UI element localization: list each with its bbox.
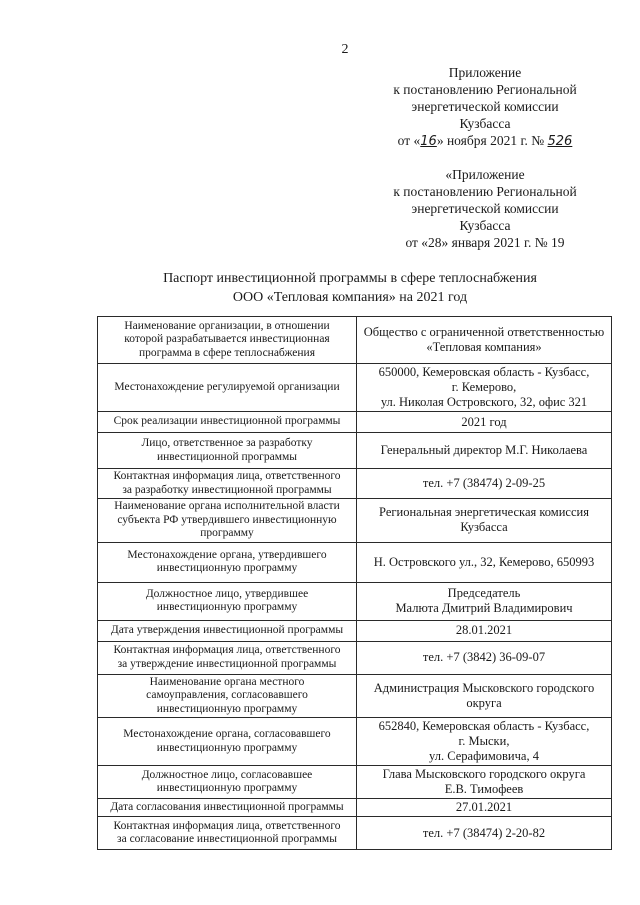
row-value-line: ул. Серафимовича, 4 (429, 749, 539, 763)
row-label-line: за утверждение инвестиционной программы (117, 657, 337, 670)
row-value-line: Общество с ограниченной ответственностью (363, 325, 605, 339)
table-row (98, 469, 612, 499)
row-value-cell (357, 542, 612, 582)
handwritten-day: 16 (420, 134, 437, 149)
row-label-cell (98, 582, 357, 620)
appendix-prev-line-3: Кузбасса (459, 218, 511, 233)
appendix-line-2: энергетической комиссии (411, 99, 559, 114)
row-value-line: 28.01.2021 (455, 623, 513, 637)
row-value-line: 2021 год (461, 414, 507, 429)
document-title (0, 269, 640, 307)
row-label-cell (98, 817, 357, 850)
row-value-cell (357, 620, 612, 641)
table-row (98, 542, 612, 582)
row-value-cell (357, 766, 612, 799)
row-value-cell (357, 799, 612, 817)
row-label-line: субъекта РФ утвердившего инвестиционную (117, 513, 337, 526)
row-label-line: Должностное лицо, согласовавшее (141, 768, 313, 781)
row-value-line: ул. Николая Островского, 32, офис 321 (380, 395, 588, 409)
row-value-line: тел. +7 (3842) 36-09-07 (422, 650, 546, 664)
document-title-line-2: ООО «Тепловая компания» на 2021 год (232, 290, 468, 305)
table-row (98, 364, 612, 412)
table-row (98, 412, 612, 433)
page-number: 2 (341, 42, 349, 57)
handwritten-number: 526 (547, 134, 573, 149)
row-value-line: 650000, Кемеровская область - Кузбасс, (378, 365, 590, 379)
row-label-line: Наименование организации, в отношении (124, 319, 330, 332)
table-row (98, 766, 612, 799)
table-row (98, 620, 612, 641)
row-label-cell (98, 469, 357, 499)
row-label-line: программа в сфере теплоснабжения (139, 346, 315, 359)
row-label-line: Местонахождение регулируемой организации (114, 380, 340, 393)
row-label-line: инвестиционной программы (157, 450, 297, 463)
row-value-line: Е.В. Тимофеев (444, 782, 524, 796)
table-row (98, 641, 612, 674)
row-label-line: Местонахождение органа, согласовавшего (123, 728, 331, 740)
row-label-line: Срок реализации инвестиционной программы (113, 415, 341, 428)
row-label-cell (98, 433, 357, 469)
table-row (98, 674, 612, 718)
row-label-cell (98, 641, 357, 674)
row-value-line: Кузбасса (460, 520, 508, 535)
row-value-line: Н. Островского ул., 32, Кемерово, 650993 (373, 554, 595, 569)
table-row (98, 499, 612, 543)
row-value-cell (357, 469, 612, 499)
appendix-line-1: к постановлению Региональной (393, 82, 577, 97)
row-value-line: г. Мыски, (458, 734, 510, 748)
row-label-line: Контактная информация лица, ответственного (113, 819, 341, 832)
row-label-line: программу (200, 527, 254, 539)
document-title-line-1: Паспорт инвестиционной программы в сфере теплоснабжения (163, 271, 537, 286)
row-value-cell (357, 674, 612, 718)
row-value-line: г. Кемерово, (451, 380, 517, 394)
row-label-cell (98, 317, 357, 364)
row-label-line: за разработку инвестиционной программы (122, 483, 332, 496)
appendix-current-block (350, 64, 620, 150)
row-label-line: инвестиционную программу (156, 741, 298, 754)
row-label-line: Лицо, ответственное за разработку (141, 437, 313, 449)
row-value-line: «Тепловая компания» (426, 340, 542, 354)
row-value-line: 27.01.2021 (455, 800, 513, 814)
row-label-line: Местонахождение органа, утвердившего (127, 548, 327, 561)
row-label-line: Дата утверждения инвестиционной программы (110, 623, 344, 636)
row-label-line: Наименование органа исполнительной власти (114, 500, 340, 512)
row-label-line: самоуправления, согласовавшего (146, 689, 308, 701)
row-value-line: 652840, Кемеровская область - Кузбасс, (378, 719, 590, 733)
row-label-cell (98, 674, 357, 718)
row-value-line: тел. +7 (38474) 2-20-82 (422, 825, 546, 840)
row-label-cell (98, 499, 357, 543)
row-value-line: Председатель (447, 586, 521, 600)
row-label-line: Контактная информация лица, ответственного (113, 644, 341, 656)
row-value-line: Глава Мысковского городского округа (382, 767, 586, 781)
row-value-cell (357, 433, 612, 469)
row-value-cell (357, 817, 612, 850)
row-value-cell (357, 364, 612, 412)
date-middle: » ноября 2021 г. № (436, 133, 545, 148)
table-row (98, 718, 612, 766)
date-prefix: от « (397, 133, 421, 148)
appendix-title: Приложение (448, 65, 522, 80)
row-label-line: которой разрабатывается инвестиционная (124, 333, 330, 346)
row-value-line: тел. +7 (38474) 2-09-25 (422, 476, 546, 490)
row-value-cell (357, 499, 612, 543)
row-value-cell (357, 582, 612, 620)
row-label-cell (98, 766, 357, 799)
row-value-line: Малюта Дмитрий Владимирович (395, 601, 573, 615)
row-label-line: Дата согласования инвестиционной программы (110, 800, 344, 813)
row-label-line: за согласование инвестиционной программы (117, 833, 337, 845)
table-row (98, 582, 612, 620)
row-label-line: инвестиционную программу (156, 782, 298, 794)
table-row (98, 433, 612, 469)
appendix-prev-title: «Приложение (445, 167, 525, 182)
appendix-prev-line-2: энергетической комиссии (411, 201, 559, 216)
row-value-cell (357, 412, 612, 433)
row-label-line: инвестиционную программу (156, 601, 298, 613)
appendix-prev-date-line: от «28» января 2021 г. № 19 (405, 235, 565, 250)
appendix-prev-line-1: к постановлению Региональной (393, 184, 577, 199)
row-value-line: Генеральный директор М.Г. Николаева (380, 443, 588, 457)
row-value-line: Региональная энергетическая комиссия (379, 505, 589, 520)
appendix-previous-block (350, 166, 620, 251)
appendix-date-line (350, 132, 620, 150)
table-row (98, 817, 612, 850)
row-label-cell (98, 718, 357, 766)
row-label-cell (98, 542, 357, 582)
row-label-line: инвестиционную программу (156, 562, 298, 574)
row-label-line: инвестиционную программу (156, 702, 298, 715)
table-row (98, 317, 612, 364)
row-value-line: Администрация Мысковского городского (373, 680, 595, 695)
row-value-line: округа (466, 695, 502, 710)
row-label-cell (98, 412, 357, 433)
passport-table (97, 316, 612, 850)
row-label-line: Должностное лицо, утвердившее (145, 587, 309, 600)
row-value-cell (357, 718, 612, 766)
row-value-cell (357, 317, 612, 364)
row-label-cell (98, 364, 357, 412)
row-value-cell (357, 641, 612, 674)
row-label-line: Наименование органа местного (149, 675, 305, 688)
appendix-line-3: Кузбасса (459, 116, 511, 131)
row-label-cell (98, 620, 357, 641)
row-label-line: Контактная информация лица, ответственного (113, 470, 341, 482)
row-label-cell (98, 799, 357, 817)
table-row (98, 799, 612, 817)
